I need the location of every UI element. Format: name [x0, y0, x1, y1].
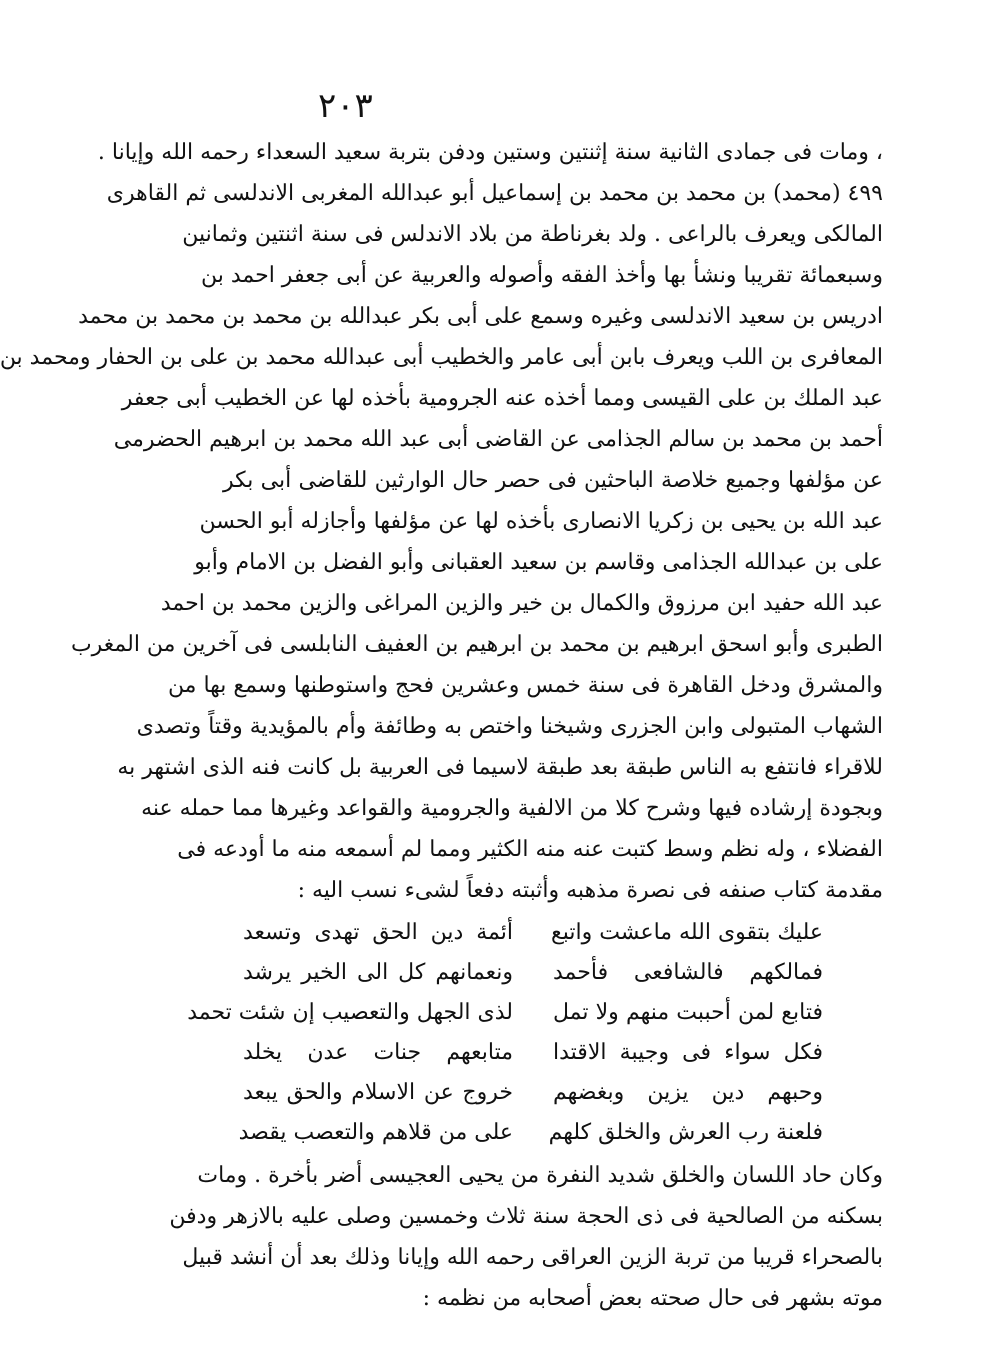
entry-line: الطبرى وأبو اسحق ابرهيم بن محمد بن ابرهيم بن العفيف النابلسى فى آخرين من المغرب [70, 632, 883, 657]
text-block [0, 132, 883, 1319]
intro-line: ، ومات فى جمادى الثانية سنة إثنتين وستين ودفن بتربة سعيد السعداء رحمه الله وإيانا . [97, 140, 883, 165]
verse-first-hemistich: فكل سواء فى وجيبة الاقتدا [553, 1040, 823, 1065]
entry-line: ادريس بن سعيد الاندلسى وغيره وسمع على أبى بكر عبدالله بن محمد بن محمد بن محمد [78, 304, 883, 329]
entry-number: ٤٩٩ [847, 181, 883, 206]
closing-line: بسكنه من الصالحية فى ذى الحجة سنة ثلاث وخمسين وصلى عليه بالازهر ودفن [169, 1204, 883, 1229]
verse-second-hemistich: متابعهم جنات عدن يخلد [243, 1040, 513, 1065]
verse-second-hemistich: أئمة دين الحق تهدى وتسعد [243, 920, 513, 945]
entry-line: وسبعمائة تقريبا ونشأ بها وأخذ الفقه وأصوله والعربية عن أبى جعفر احمد بن [200, 263, 883, 288]
verse-second-hemistich: خروج عن الاسلام والحق يبعد [243, 1080, 513, 1105]
entry-line: عبد الله بن يحيى بن زكريا الانصارى بأخذه لها عن مؤلفها وأجازله أبو الحسن [199, 509, 883, 534]
entry-line: الشهاب المتبولى وابن الجزرى وشيخنا واختص به وطائفة وأم بالمؤيدية وقتاً وتصدى [136, 714, 883, 739]
poem-verse [223, 953, 883, 993]
entry-line: (محمد) بن محمد بن محمد بن إسماعيل أبو عبدالله المغربى الاندلسى ثم القاهرى [106, 181, 841, 206]
poem-verse [223, 1033, 883, 1073]
closing-line: بالصحراء قريبا من تربة الزين العراقى رحمه الله وإيانا وذلك بعد أن أنشد قبيل [182, 1245, 883, 1270]
entry-line: عن مؤلفها وجميع خلاصة الباحثين فى حصر حال الوارثين للقاضى أبى بكر [223, 468, 883, 493]
poem-verse [223, 1113, 883, 1153]
entry-line: والمشرق ودخل القاهرة فى سنة خمس وعشرين فحج واستوطنها وسمع بها من [167, 673, 883, 698]
verse-first-hemistich: فلعنة رب العرش والخلق كلهم [548, 1120, 823, 1145]
verse-first-hemistich: فمالكهم فالشافعى فأحمد [553, 960, 823, 985]
entry-line: أحمد بن محمد بن سالم الجذامى عن القاضى أبى عبد الله محمد بن ابرهيم الحضرمى [113, 427, 883, 452]
verse-first-hemistich: فتابع لمن أحببت منهم ولا تمل [553, 1000, 823, 1025]
verse-second-hemistich: لذى الجهل والتعصيب إن شئت تحمد [187, 1000, 513, 1025]
entry-line: على بن عبدالله الجذامى وقاسم بن سعيد العقبانى وأبو الفضل بن الامام وأبو [194, 550, 883, 575]
page-number: ٢٠٣ [318, 86, 373, 126]
entry-line: المعافرى بن اللب ويعرف بابن أبى عامر والخطيب أبى عبدالله محمد بن على بن الحفار ومحمد بن [0, 345, 883, 370]
entry-line: المالكى ويعرف بالراعى . ولد بغرناطة من بلاد الاندلس فى سنة اثنتين وثمانين [182, 222, 883, 247]
entry-line: للاقراء فانتفع به الناس طبقة بعد طبقة لاسيما فى العربية بل كانت فنه الذى اشتهر به [117, 755, 883, 780]
entry-line: الفضلاء ، وله نظم وسط كتبت عنه منه الكثير ومما لم أسمعه منه ما أودعه فى [177, 837, 883, 862]
poem-verse [187, 993, 883, 1033]
entry-line: عبد الله حفيد ابن مرزوق والكمال بن خير والزين المراغى والزين محمد بن احمد [160, 591, 883, 616]
entry-line: مقدمة كتاب صنفه فى نصرة مذهبه وأثبته دفعاً لشىء نسب اليه : [297, 878, 883, 903]
verse-second-hemistich: على من قلاهم والتعصب يقصد [238, 1120, 513, 1145]
entry-line: عبد الملك بن على القيسى ومما أخذه عنه الجرومية بأخذه لها عن الخطيب أبى جعفر [121, 386, 883, 411]
verse-first-hemistich: عليك بتقوى الله ماعشت واتبع [551, 920, 823, 945]
poem-verse [223, 913, 883, 953]
closing-line: موته بشهر فى حال صحته بعض أصحابه من نظمه : [422, 1286, 883, 1311]
closing-line: وكان حاد اللسان والخلق شديد النفرة من يحيى العجيسى أضر بأخرة . ومات [197, 1163, 883, 1188]
verse-second-hemistich: ونعمانهم كل الى الخير يرشد [243, 960, 513, 985]
entry-line: وبجودة إرشاده فيها وشرح كلا من الالفية والجرومية والقواعد وغيرها مما حمله عنه [141, 796, 883, 821]
poem-verse [223, 1073, 883, 1113]
verse-first-hemistich: وحبهم دين يزين وبغضهم [553, 1080, 823, 1105]
entry-first-line [106, 173, 883, 214]
poem [187, 913, 883, 1153]
